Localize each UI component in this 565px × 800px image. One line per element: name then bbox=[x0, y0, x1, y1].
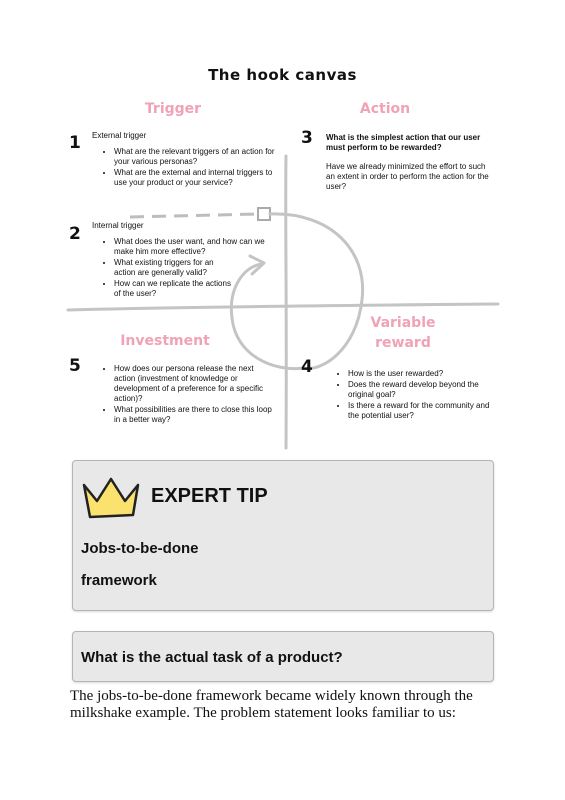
quadrant-action-heading: Action bbox=[359, 101, 411, 117]
section-2-internal-trigger bbox=[92, 221, 277, 300]
expert-tip-line-2: framework bbox=[81, 572, 157, 589]
crown-icon bbox=[81, 475, 141, 521]
body-paragraph: The jobs-to-be-done framework became widely known through the milkshake example. The problem statement looks familiar to us: bbox=[70, 688, 473, 721]
section-2-bullet: • How can we replicate the actions of the user? bbox=[114, 279, 234, 299]
canvas-title: The hook canvas bbox=[208, 66, 357, 84]
quadrant-trigger-heading: Trigger bbox=[144, 101, 202, 117]
expert-tip-line-1: Jobs-to-be-done bbox=[81, 540, 199, 557]
section-3-number: 3 bbox=[301, 128, 313, 148]
quadrant-variable-reward-heading bbox=[360, 313, 446, 353]
section-4-variable-reward bbox=[326, 369, 496, 422]
section-5-bullet: • How does our persona release the next action (investment of knowledge or development of a preference for a specific action)? bbox=[114, 364, 277, 404]
section-3-paragraph: Have we already minimized the effort to such an extent in order to perform the action for the user? bbox=[326, 162, 489, 191]
section-1-bullet: • What are the external and internal triggers to use your product or your service? bbox=[114, 168, 282, 188]
question-text: What is the actual task of a product? bbox=[81, 649, 343, 666]
question-box bbox=[72, 631, 494, 682]
section-1-title: External trigger bbox=[92, 131, 147, 140]
section-1-number: 1 bbox=[69, 133, 81, 153]
section-3-title: What is the simplest action that our user must perform to be rewarded? bbox=[326, 133, 481, 152]
section-5-investment bbox=[92, 364, 277, 426]
section-2-bullet: • What does the user want, and how can we make him more effective? bbox=[114, 237, 277, 257]
section-2-number: 2 bbox=[69, 224, 81, 244]
quadrant-investment-heading: Investment bbox=[120, 333, 210, 349]
expert-tip-label: EXPERT TIP bbox=[151, 485, 268, 507]
section-4-bullet: • Is there a reward for the community and the potential user? bbox=[348, 401, 496, 421]
section-5-number: 5 bbox=[69, 356, 81, 376]
variable-reward-line2: reward bbox=[375, 335, 431, 351]
section-1-external-trigger bbox=[92, 131, 282, 189]
section-4-bullet: • Does the reward develop beyond the original goal? bbox=[348, 380, 496, 400]
variable-reward-line1: Variable bbox=[370, 315, 436, 331]
section-4-number: 4 bbox=[301, 357, 313, 377]
section-2-bullet: • What existing triggers for an action are generally valid? bbox=[114, 258, 234, 278]
section-1-bullet: • What are the relevant triggers of an action for your various personas? bbox=[114, 147, 282, 167]
section-5-bullet: • What possibilities are there to close this loop in a better way? bbox=[114, 405, 277, 425]
section-2-title: Internal trigger bbox=[92, 221, 144, 230]
section-4-bullet: • How is the user rewarded? bbox=[348, 369, 496, 379]
expert-tip-card bbox=[72, 460, 494, 611]
section-3-action bbox=[326, 133, 494, 198]
